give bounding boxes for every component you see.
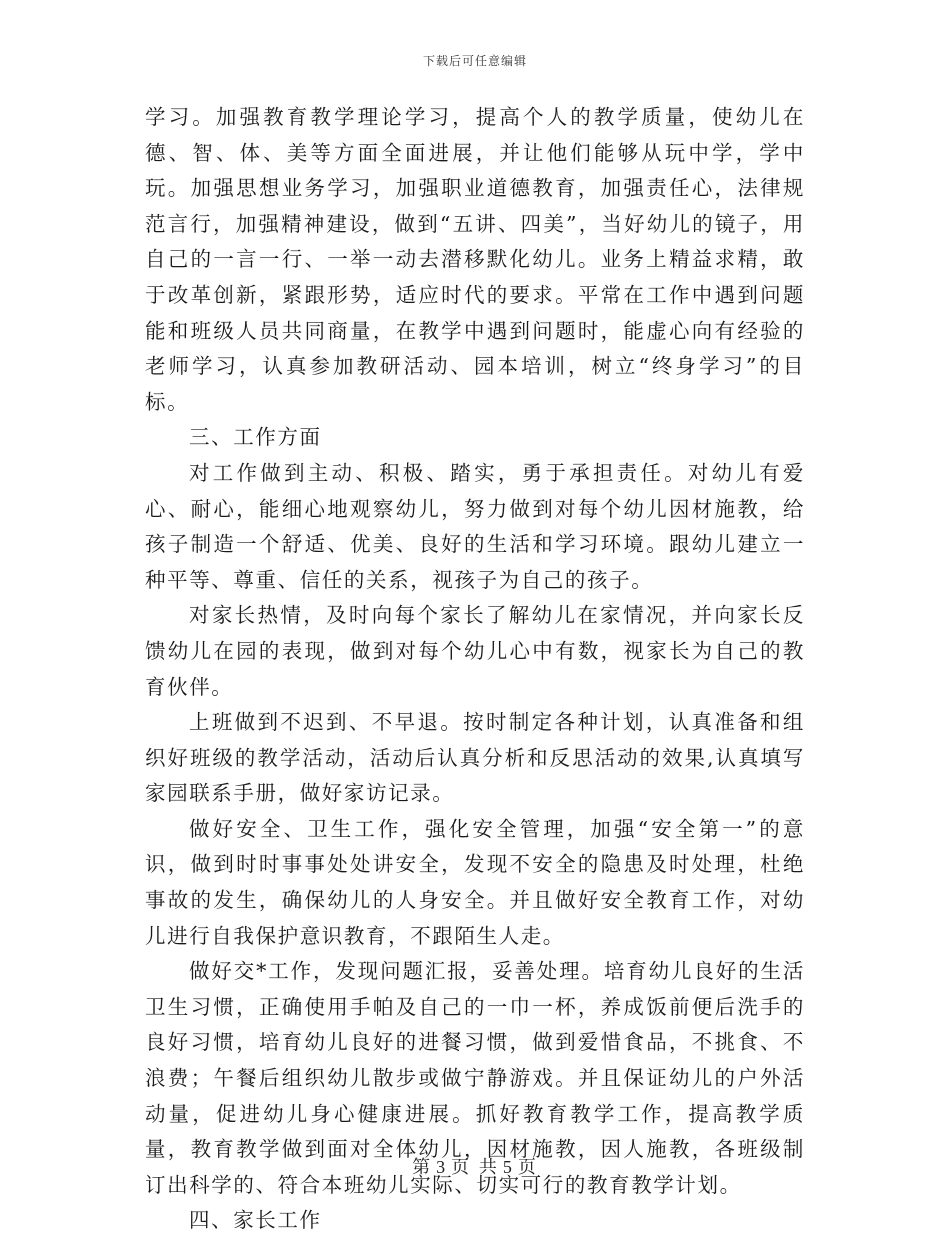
- page-header: 下载后可任意编辑: [422, 54, 527, 68]
- paragraph-1: 学习。加强教育教学理论学习，提高个人的教学质量，使幼儿在德、智、体、美等方面全面进展，并让他们能够从玩中学，学中玩。加强思想业务学习，加强职业道德教育，加强责任心，法律规范言行，加强精神建设，做到“五讲、四美”，当好幼儿的镜子，用自己的一言一行、一举一动去潜移默化幼儿。业务上精益求精，敢于改革创新，紧跟形势，适应时代的要求。平常在工作中遇到问题能和班级人员共同商量，在教学中遇到问题时，能虚心向有经验的老师学习，认真参加教研活动、园本培训，树立“终身学习”的目标。: [145, 105, 805, 414]
- document-body: [145, 100, 805, 1239]
- paragraph-5: 上班做到不迟到、不早退。按时制定各种计划，认真准备和组织好班级的教学活动，活动后认真分析和反思活动的效果,认真填写家园联系手册，做好家访记录。: [145, 710, 805, 806]
- total-page-number: 5: [502, 1157, 514, 1177]
- page-footer: [0, 1153, 950, 1179]
- section-heading-work: 三、工作方面: [189, 425, 322, 450]
- paragraph-6: 做好安全、卫生工作，强化安全管理，加强“安全第一”的意识，做到时时事事处处讲安全，发现不安全的隐患及时处理，杜绝事故的发生，确保幼儿的人身安全。并且做好安全教育工作，对幼儿进行自我保护意识教育，不跟陌生人走。: [145, 816, 805, 948]
- paragraph-4: 对家长热情，及时向每个家长了解幼儿在家情况，并向家长反馈幼儿在园的表现，做到对每个幼儿心中有数，视家长为自己的教育伙伴。: [145, 603, 805, 699]
- footer-suffix: 页: [517, 1157, 538, 1178]
- footer-middle: 页 共: [451, 1157, 499, 1178]
- paragraph-7: 做好交*工作，发现问题汇报，妥善处理。培育幼儿良好的生活卫生习惯，正确使用手帕及自己的一巾一杯，养成饭前便后洗手的良好习惯，培育幼儿良好的进餐习惯，做到爱惜食品，不挑食、不浪费；午餐后组织幼儿散步或做宁静游戏。并且保证幼儿的户外活动量，促进幼儿身心健康进展。抓好教育教学工作，提高教学质量，教育教学做到面对全体幼儿，因材施教，因人施教，各班级制订出科学的、符合本班幼儿实际、切实可行的教育教学计划。: [145, 959, 805, 1197]
- footer-prefix: 第: [412, 1157, 433, 1178]
- section-heading-parents: 四、家长工作: [189, 1208, 322, 1233]
- current-page-number: 3: [436, 1157, 448, 1177]
- paragraph-3: 对工作做到主动、积极、踏实，勇于承担责任。对幼儿有爱心、耐心，能细心地观察幼儿，努力做到对每个幼儿因材施教，给孩子制造一个舒适、优美、良好的生活和学习环境。跟幼儿建立一种平等、尊重、信任的关系，视孩子为自己的孩子。: [145, 460, 805, 592]
